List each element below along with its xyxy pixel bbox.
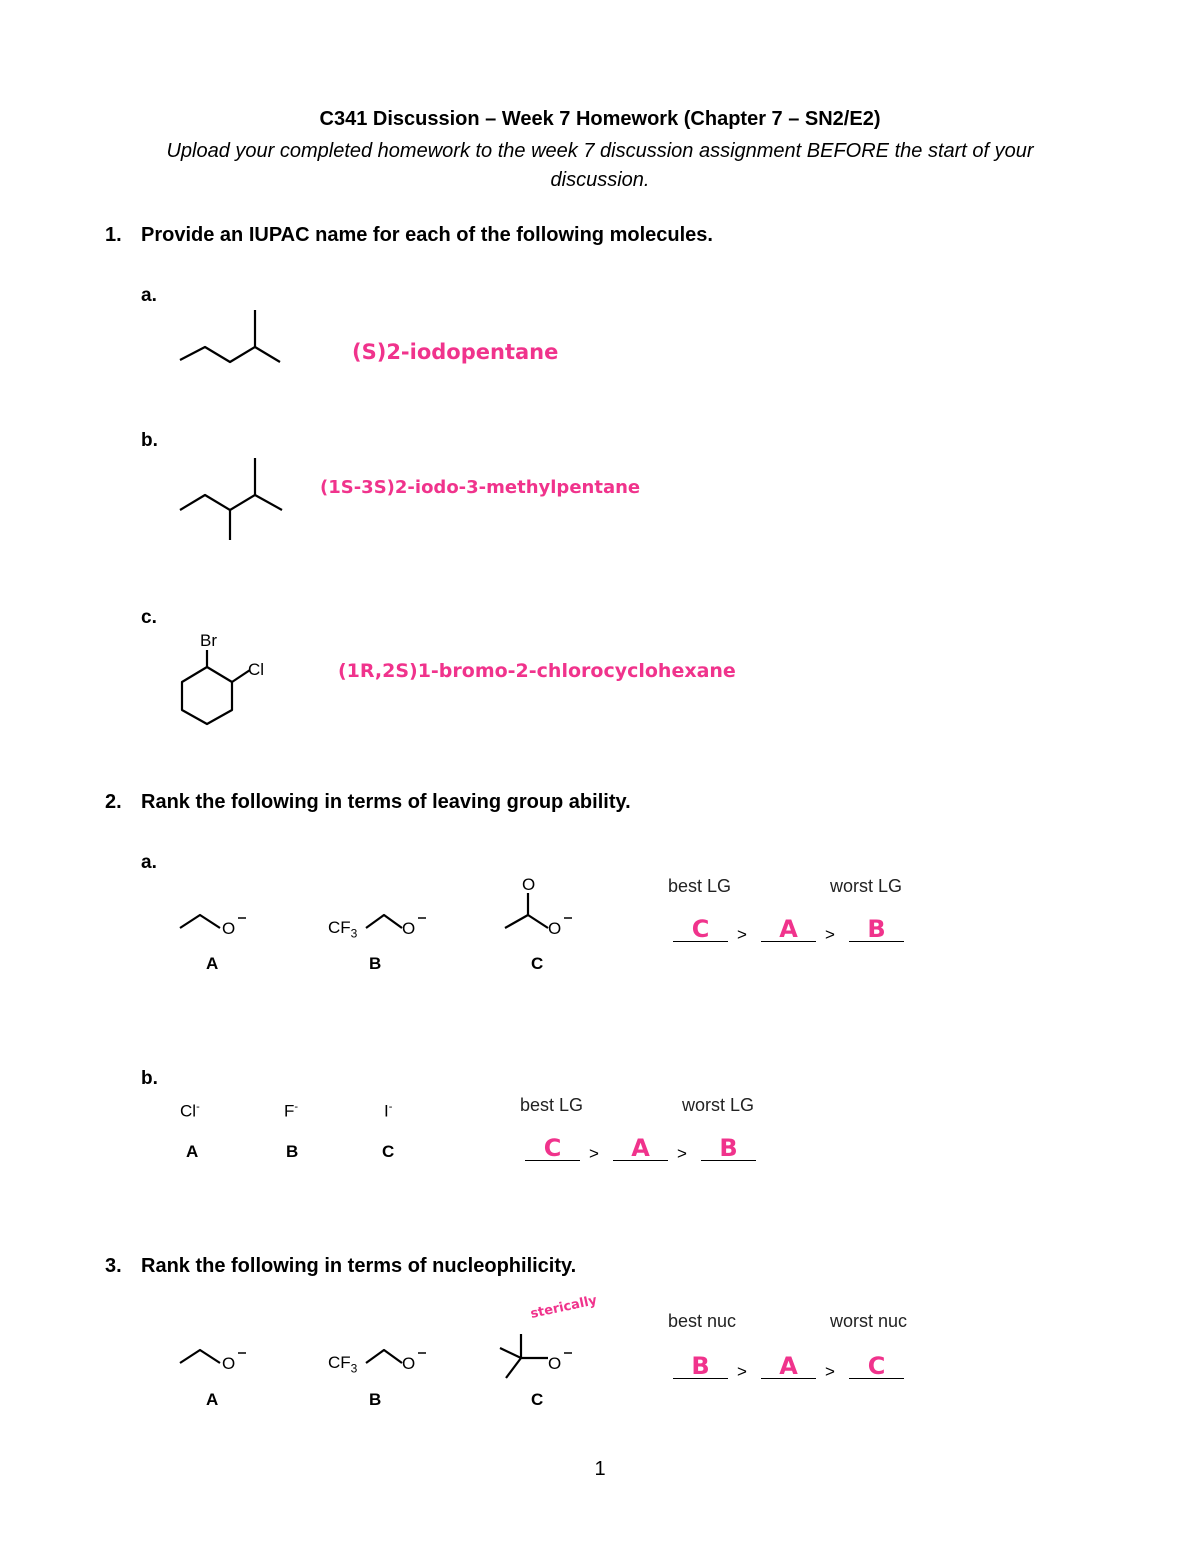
q2a-mol-a (180, 915, 220, 928)
q2b-rank-3[interactable]: B (701, 1136, 756, 1161)
q1b-skeleton (180, 495, 282, 510)
q1a-label: a. (141, 285, 157, 306)
q3-label-c: C (531, 1390, 544, 1409)
page-number: 1 (594, 1458, 606, 1480)
q2b-ion-c: I- (384, 1101, 393, 1121)
q3-number: 3. (105, 1255, 122, 1277)
q1a-skeleton (180, 347, 280, 362)
q2b-ion-b: F- (284, 1101, 299, 1121)
q1c-ring (182, 667, 232, 724)
q3-label-b: B (369, 1390, 382, 1409)
q2a-gt-2: > (825, 925, 835, 944)
q2a-mol-b (366, 915, 402, 928)
q2a-mol-b-cf3: $CF_3$ (328, 918, 358, 941)
q3-mol-a-oxide: O (222, 1354, 236, 1373)
q2a-label-b: B (369, 954, 382, 973)
q2a-gt-1: > (737, 925, 747, 944)
q2a-rank-2[interactable]: A (761, 917, 816, 942)
q3-gt-1: > (737, 1362, 747, 1381)
q2b-gt-1: > (589, 1144, 599, 1163)
q1c-br-atom: Br (200, 631, 217, 650)
q2b-label-c: C (382, 1142, 395, 1161)
q2-prompt: Rank the following in terms of leaving group ability. (141, 791, 631, 813)
q3-mol-b (366, 1350, 402, 1363)
q2a-rank-3[interactable]: B (849, 917, 904, 942)
q2a-label-c: C (531, 954, 544, 973)
q3-mol-a (180, 1350, 220, 1363)
q3-mol-b-oxide: O (402, 1354, 416, 1373)
page-title: C341 Discussion – Week 7 Homework (Chapter 7 – SN2/E2) (319, 108, 881, 130)
q1c-answer: (1R,2S)1-bromo-2-chlorocyclohexane (338, 660, 736, 682)
q1-prompt: Provide an IUPAC name for each of the following molecules. (141, 224, 713, 246)
q2b-rank-2[interactable]: A (613, 1136, 668, 1161)
q3-annotation: sterically (529, 1293, 599, 1322)
q3-mol-b-cf3: $CF_3$ (328, 1353, 358, 1376)
q1b-answer: (1S-3S)2-iodo-3-methylpentane (320, 477, 641, 498)
q2a-mol-b-oxide: O (402, 919, 416, 938)
q2a-rank-1[interactable]: C (673, 917, 728, 942)
q1a-answer: (S)2-iodopentane (352, 340, 559, 364)
q3-prompt: Rank the following in terms of nucleophilicity. (141, 1255, 577, 1277)
q2b-best-label: best LG (520, 1095, 584, 1115)
q1c-label: c. (141, 607, 157, 628)
q1-number: 1. (105, 224, 122, 246)
q2a-mol-c-carbonyl-o: O (522, 875, 536, 894)
q2b-label-b: B (286, 1142, 299, 1161)
q3-label-a: A (206, 1390, 219, 1409)
q2a-mol-c (505, 915, 548, 928)
q3-worst-label: worst nuc (830, 1311, 908, 1331)
q1b-label: b. (141, 430, 158, 451)
q2b-ion-a: Cl- (180, 1101, 200, 1121)
q3-rank-1[interactable]: B (673, 1354, 728, 1379)
q2b-rank-1[interactable]: C (525, 1136, 580, 1161)
q2a-mol-c-oxide: O (548, 919, 562, 938)
q1c-cl-atom: Cl (248, 660, 265, 679)
q2a-label-a: A (206, 954, 219, 973)
q1c-cl-bond (232, 670, 250, 682)
q3-mol-c-branch1 (506, 1358, 521, 1378)
q2b-label: b. (141, 1068, 158, 1089)
q3-rank-3[interactable]: C (849, 1354, 904, 1379)
q2-number: 2. (105, 791, 122, 813)
q2a-best-label: best LG (668, 876, 732, 896)
q3-mol-c (500, 1348, 548, 1358)
q2a-label: a. (141, 852, 157, 873)
q3-gt-2: > (825, 1362, 835, 1381)
q2a-mol-a-oxide: O (222, 919, 236, 938)
q2b-worst-label: worst LG (682, 1095, 755, 1115)
page-subtitle: Upload your completed homework to the week 7 discussion assignment BEFORE the start of your discussion. (166, 140, 1034, 191)
q3-best-label: best nuc (668, 1311, 737, 1331)
q3-mol-c-oxide: O (548, 1354, 562, 1373)
q3-rank-2[interactable]: A (761, 1354, 816, 1379)
q2b-gt-2: > (677, 1144, 687, 1163)
q2b-label-a: A (186, 1142, 199, 1161)
q2a-worst-label: worst LG (830, 876, 903, 896)
